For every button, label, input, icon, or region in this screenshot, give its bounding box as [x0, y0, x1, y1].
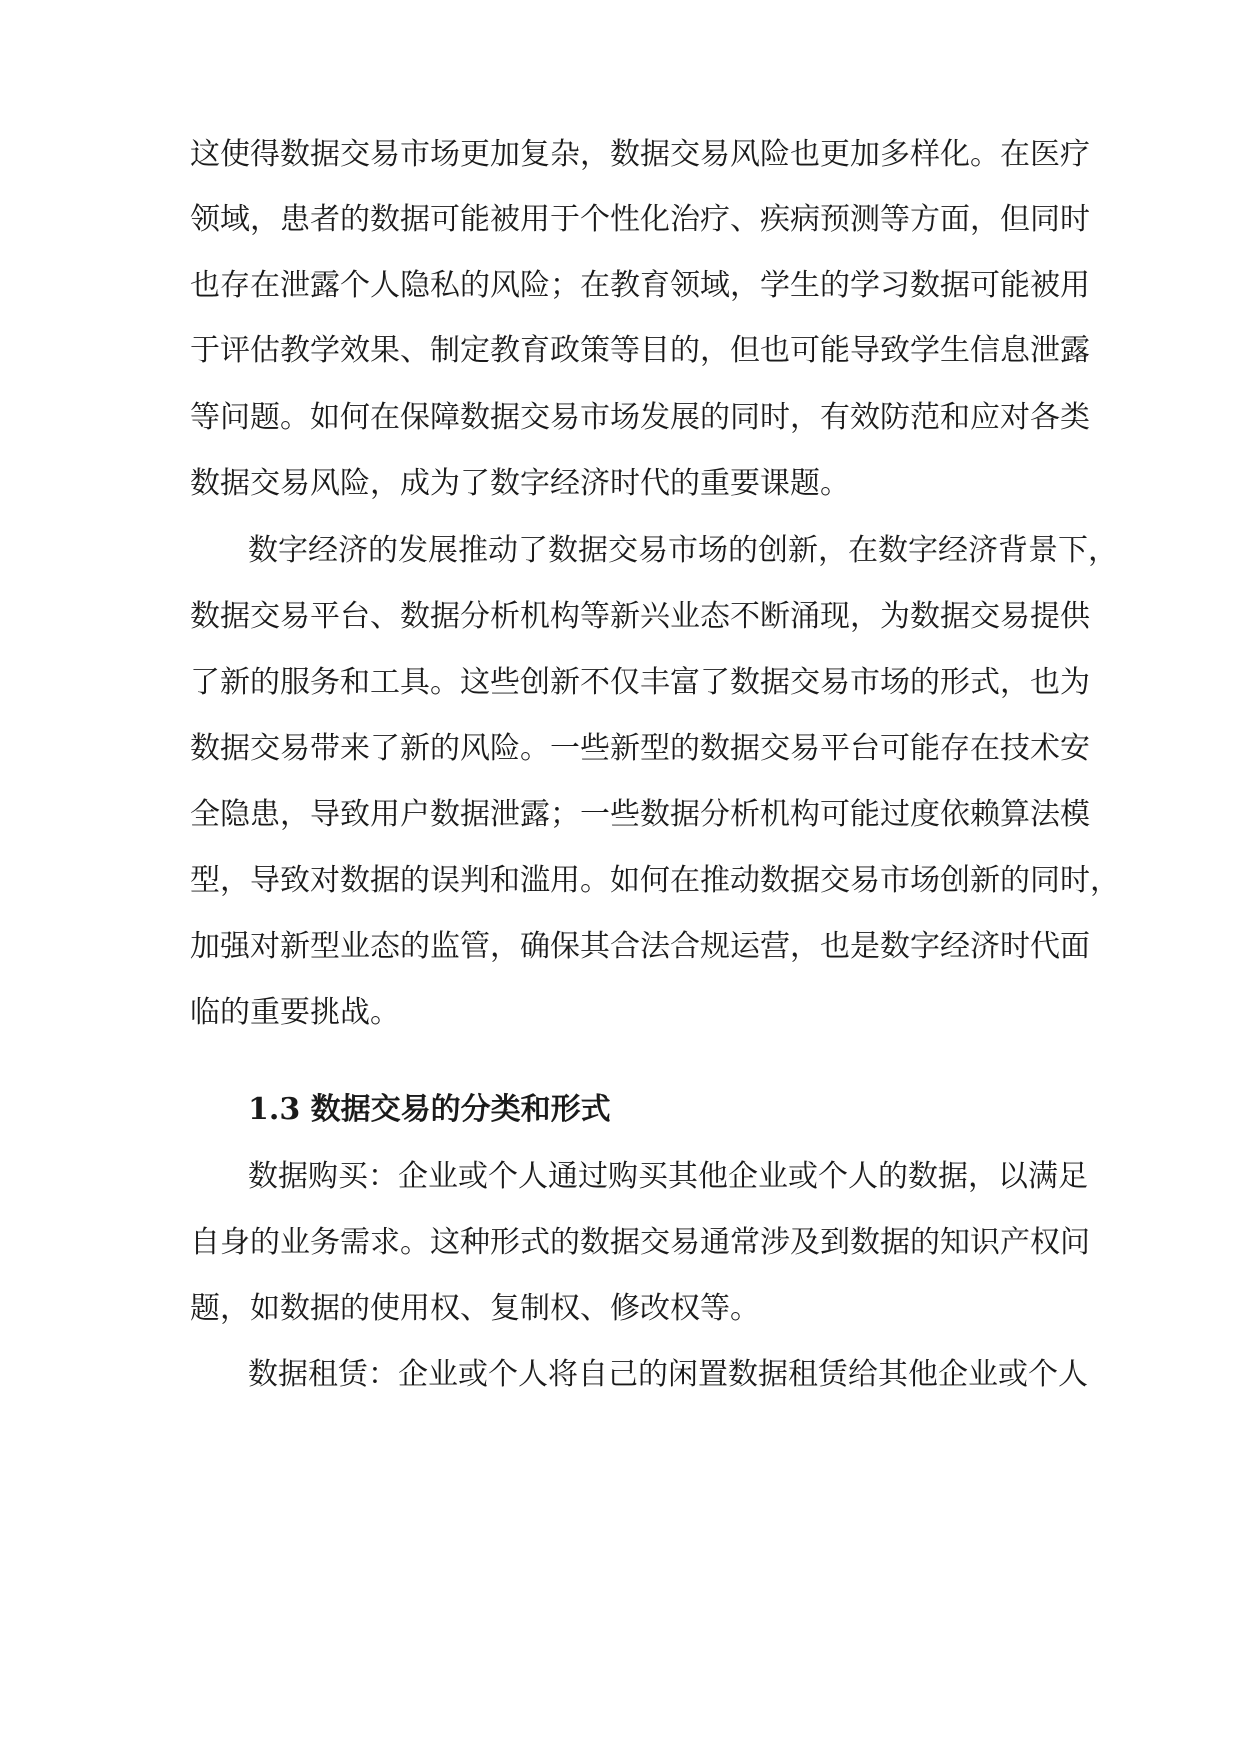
paragraph-2-line-1: 数字经济的发展推动了数据交易市场的创新，在数字经济背景下， [248, 533, 1118, 568]
paragraph-1-line-5: 等问题。如何在保障数据交易市场发展的同时，有效防范和应对各类 [190, 400, 1090, 435]
paragraph-2-line-6: 型，导致对数据的误判和滥用。如何在推动数据交易市场创新的同时， [190, 863, 1120, 898]
paragraph-1-line-4: 于评估教学效果、制定教育政策等目的，但也可能导致学生信息泄露 [190, 333, 1090, 368]
paragraph-1-line-2: 领域，患者的数据可能被用于个性化治疗、疾病预测等方面，但同时 [190, 202, 1090, 237]
paragraph-2-line-5: 全隐患，导致用户数据泄露；一些数据分析机构可能过度依赖算法模 [190, 797, 1090, 832]
section-heading: 1.3 数据交易的分类和形式 [248, 1092, 611, 1127]
paragraph-2-line-7: 加强对新型业态的监管，确保其合法合规运营，也是数字经济时代面 [190, 929, 1090, 964]
paragraph-3-line-2: 自身的业务需求。这种形式的数据交易通常涉及到数据的知识产权问 [190, 1225, 1090, 1260]
paragraph-2-line-3: 了新的服务和工具。这些创新不仅丰富了数据交易市场的形式，也为 [190, 665, 1090, 700]
paragraph-4-line-1: 数据租赁：企业或个人将自己的闲置数据租赁给其他企业或个人 [248, 1357, 1088, 1392]
paragraph-1-line-3: 也存在泄露个人隐私的风险；在教育领域，学生的学习数据可能被用 [190, 268, 1090, 303]
paragraph-1-line-6: 数据交易风险，成为了数字经济时代的重要课题。 [190, 466, 850, 501]
paragraph-2-line-8: 临的重要挑战。 [190, 995, 400, 1030]
paragraph-3-line-3: 题，如数据的使用权、复制权、修改权等。 [190, 1291, 760, 1326]
paragraph-2-line-2: 数据交易平台、数据分析机构等新兴业态不断涌现，为数据交易提供 [190, 599, 1090, 634]
paragraph-3-line-1: 数据购买：企业或个人通过购买其他企业或个人的数据，以满足 [248, 1159, 1088, 1194]
paragraph-2-line-4: 数据交易带来了新的风险。一些新型的数据交易平台可能存在技术安 [190, 731, 1090, 766]
paragraph-1-line-1: 这使得数据交易市场更加复杂，数据交易风险也更加多样化。在医疗 [190, 137, 1090, 172]
